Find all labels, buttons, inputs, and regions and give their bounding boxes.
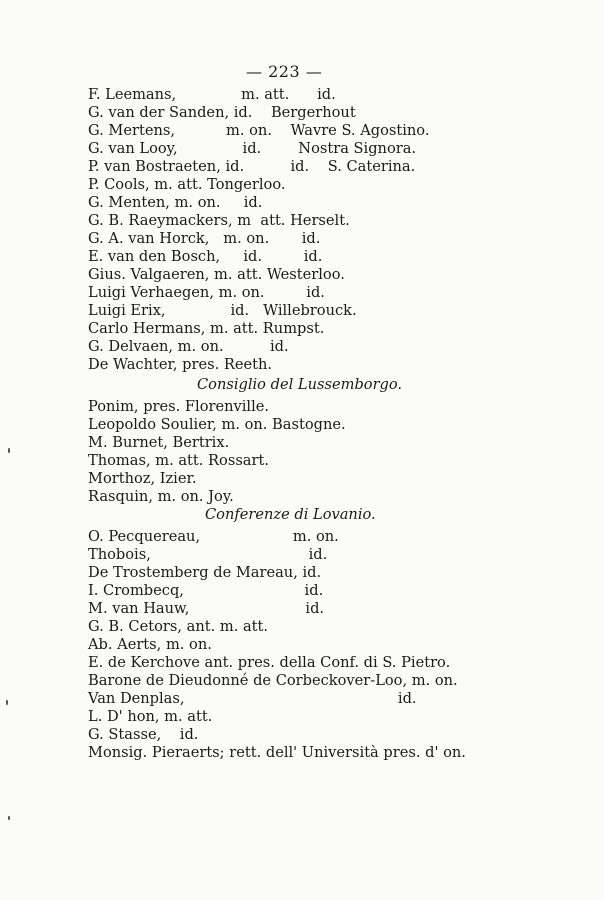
list-item: De Wachter, pres. Reeth. [88, 356, 273, 373]
list-item: G. B. Raeymackers, m att. Herselt. [88, 212, 350, 229]
list-item: G. Mertens, m. on. Wavre S. Agostino. [88, 122, 430, 139]
section-heading: Consiglio del Lussemborgo. [197, 376, 403, 393]
section-heading: Conferenze di Lovanio. [205, 506, 376, 523]
list-item: Rasquin, m. on. Joy. [88, 488, 234, 505]
list-item: Leopoldo Soulier, m. on. Bastogne. [88, 416, 346, 433]
list-item: I. Crombecq, id. [88, 582, 324, 599]
list-item: Carlo Hermans, m. att. Rumpst. [88, 320, 325, 337]
list-item: M. Burnet, Bertrix. [88, 434, 230, 451]
scan-speck [6, 700, 8, 705]
list-item: Ab. Aerts, m. on. [88, 636, 212, 653]
list-item: G. van der Sanden, id. Bergerhout [88, 104, 356, 121]
list-item: G. Delvaen, m. on. id. [88, 338, 289, 355]
list-item: Thobois, id. [88, 546, 328, 563]
list-item: Van Denplas, id. [88, 690, 417, 707]
scan-speck [8, 816, 10, 820]
list-item: G. A. van Horck, m. on. id. [88, 230, 321, 247]
list-item: Monsig. Pieraerts; rett. dell' Università pres. d' on. [88, 744, 466, 761]
list-item: Morthoz, Izier. [88, 470, 197, 487]
list-item: De Trostemberg de Mareau, id. [88, 564, 322, 581]
list-item: P. Cools, m. att. Tongerloo. [88, 176, 286, 193]
list-item: E. de Kerchove ant. pres. della Conf. di S. Pietro. [88, 654, 451, 671]
list-item: Luigi Verhaegen, m. on. id. [88, 284, 325, 301]
scan-speck [8, 448, 10, 453]
list-item: G. van Looy, id. Nostra Signora. [88, 140, 417, 157]
list-item: G. B. Cetors, ant. m. att. [88, 618, 269, 635]
list-item: Barone de Dieudonné de Corbeckover-Loo, m. on. [88, 672, 458, 689]
list-item: G. Menten, m. on. id. [88, 194, 263, 211]
list-item: E. van den Bosch, id. id. [88, 248, 323, 265]
list-item: O. Pecquereau, m. on. [88, 528, 339, 545]
list-item: P. van Bostraeten, id. id. S. Caterina. [88, 158, 416, 175]
list-item: G. Stasse, id. [88, 726, 199, 743]
list-item: Gius. Valgaeren, m. att. Westerloo. [88, 266, 345, 283]
list-item: Luigi Erix, id. Willebrouck. [88, 302, 357, 319]
list-item: Thomas, m. att. Rossart. [88, 452, 269, 469]
list-item: F. Leemans, m. att. id. [88, 86, 336, 103]
page-number: — 223 — [246, 62, 323, 81]
list-item: L. D' hon, m. att. [88, 708, 213, 725]
list-item: M. van Hauw, id. [88, 600, 325, 617]
list-item: Ponim, pres. Florenville. [88, 398, 270, 415]
